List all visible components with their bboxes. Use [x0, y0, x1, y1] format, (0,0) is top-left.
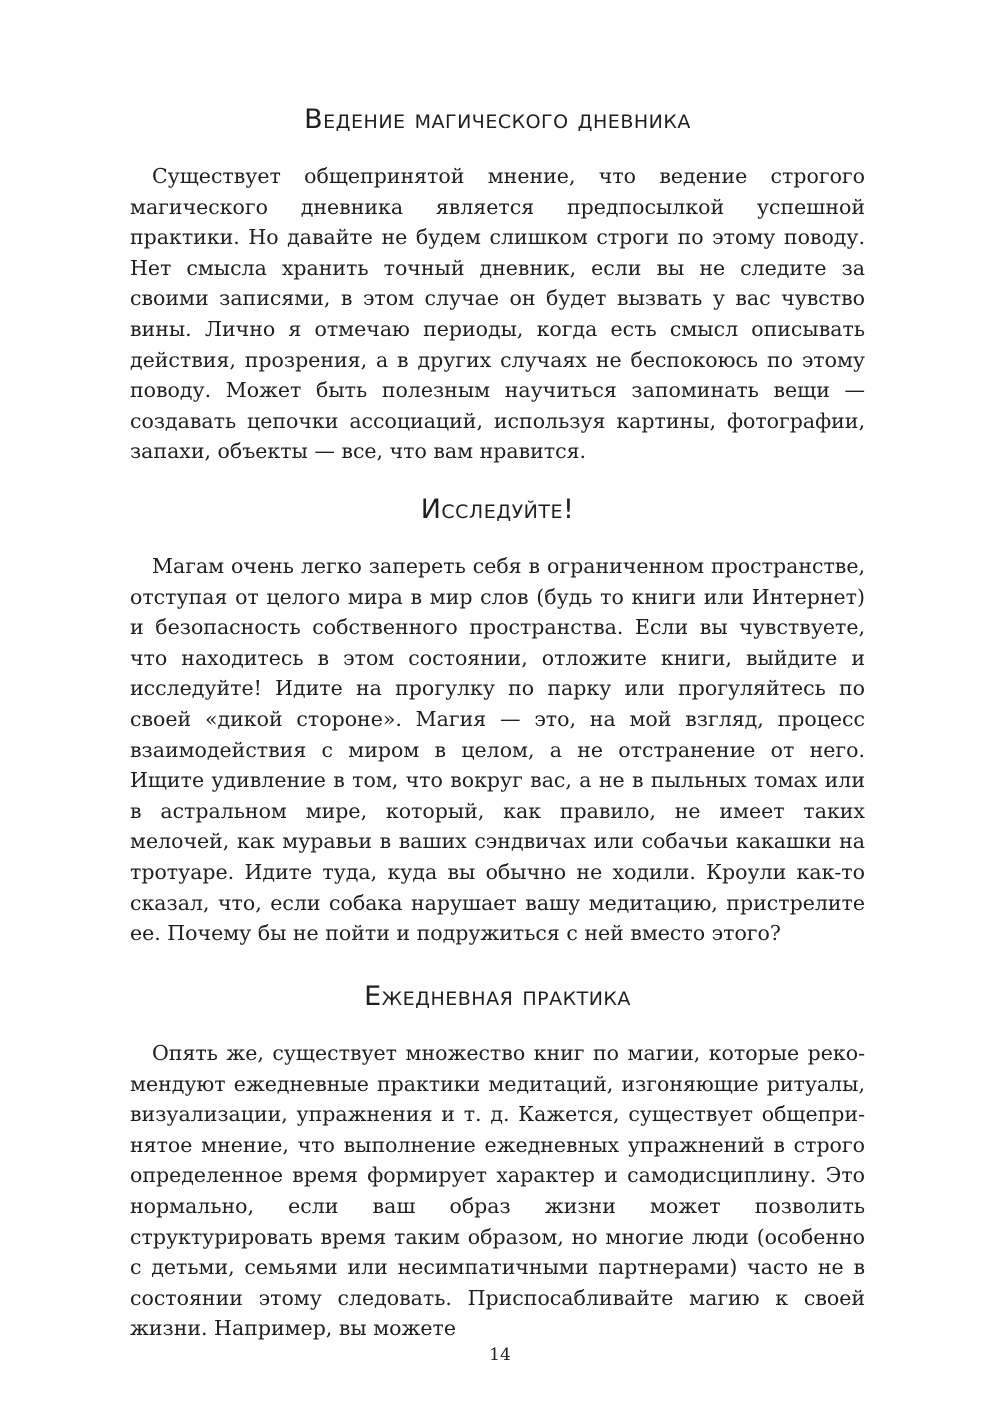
section-paragraph-explore: Магам очень легко запереть себя в ограниченном пространстве, отступая от целого мира в мир слов (будь то книги или Интернет) и безопасность собственного пространства. Если вы чувствуете, что находитесь в этом состоянии, отложите книги, выйдите и исследуйте! Идите на прогулку по парку или прогуляйтесь по своей «дикой стороне». Магия — это, на мой взгляд, процесс взаимодействия с миром в целом, а не отстранение от него. Ищите удивление в том, что вокруг вас, а не в пыльных томах или в астральном мире, который, как правило, не имеет таких мелочей, как муравьи в ваших сэндвичах или собачьи какашки на тротуаре. Идите туда, куда вы обычно не ходили. Кроули как-то сказал, что, если собака нарушает вашу медитацию, пристрелите ее. Почему бы не пойти и подружиться с ней вместо этого? — [130, 554, 865, 946]
section-heading-daily-practice: Ежедневная практика — [364, 981, 631, 1012]
section-paragraph-magic-diary: Существует общепринятой мнение, что ведение строгого магического дневника является предпосылкой успешной практики. Но давайте не будем слишком строги по этому поводу. Нет смысла хранить точный дневник, если вы не следите за своими записями, в этом случае он будет вызвать у вас чувство вины. Лично я отмечаю периоды, когда есть смысл описывать действия, прозрения, а в других случаях не беспокоюсь по этому поводу. Может быть полезным научиться запоминать вещи — создавать цепочки ассоциаций, используя картины, фотографии, запахи, объекты — все, что вам нравится. — [130, 164, 865, 464]
page-number: 14 — [489, 1345, 511, 1365]
section-heading-explore: Исследуйте! — [420, 494, 575, 525]
section-paragraph-daily-practice: Опять же, существует множество книг по магии, которые рекомендуют ежедневные практики медитаций, изгоняющие ритуалы, визуализации, упражнения и т. д. Кажется, существует общепринятое мнение, что выполнение ежедневных упражнений в строго определенное время формирует характер и самодисциплину. Это нормально, если ваш образ жизни может позволить структурировать время таким образом, но многие люди (особенно с детьми, семьями или несимпатичными партнерами) часто не в состоянии этому следовать. Приспосабливайте магию к своей жизни. Например, вы можете — [130, 1041, 865, 1341]
section-heading-magic-diary: Ведение магического дневника — [304, 104, 691, 135]
